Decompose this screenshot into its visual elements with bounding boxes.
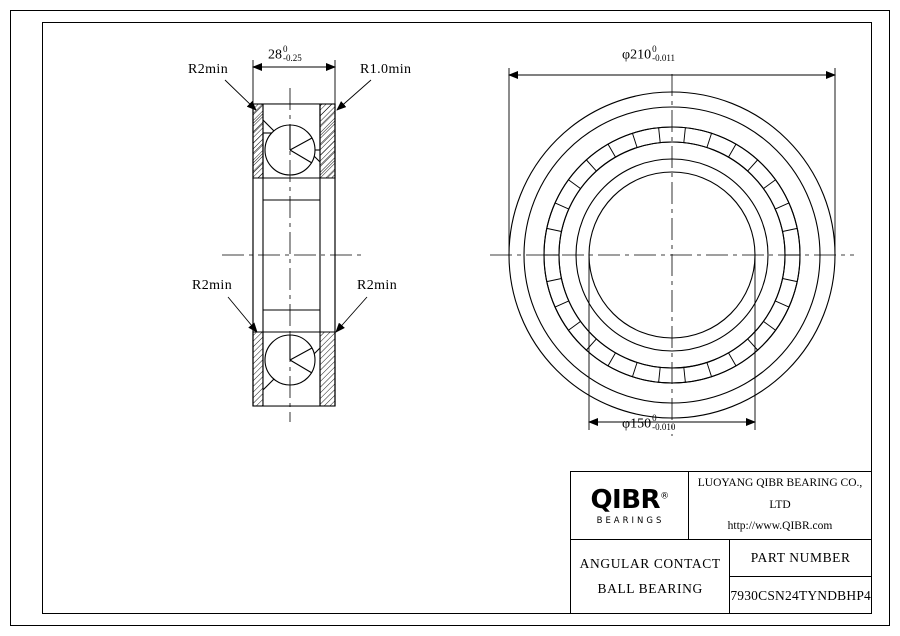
product-type-line-1: ANGULAR CONTACT	[579, 556, 721, 572]
width-nominal: 28	[268, 47, 282, 63]
callout-r2min-top-left: R2min	[188, 62, 229, 77]
bore-lower-tolerance: -0.010	[652, 422, 676, 433]
logo-subtitle: BEARINGS	[596, 516, 665, 526]
part-number-block	[730, 540, 871, 614]
company-info	[689, 473, 871, 539]
od-dimension-text	[622, 46, 675, 65]
company-website[interactable]: http://www.QIBR.com	[727, 520, 833, 533]
od-nominal: 210	[630, 47, 652, 63]
section-view	[222, 88, 366, 422]
width-upper-tolerance: 0	[283, 44, 288, 54]
company-logo	[571, 472, 689, 539]
registered-trademark-icon: ®	[660, 491, 669, 502]
callout-r2min-bottom-left: R2min	[192, 278, 233, 293]
bore-dimension-text	[622, 415, 675, 434]
od-upper-tolerance: 0	[652, 44, 657, 54]
product-type	[571, 540, 730, 614]
logo-wordmark	[590, 487, 668, 513]
logo-text: QIBR	[590, 485, 661, 515]
company-name: LUOYANG QIBR BEARING CO., LTD	[697, 476, 863, 511]
callout-r2min-bottom-right: R2min	[357, 278, 398, 293]
od-lower-tolerance: -0.011	[652, 53, 676, 64]
od-symbol: φ	[622, 47, 631, 63]
bore-nominal: 150	[630, 416, 652, 432]
width-lower-tolerance: -0.25	[283, 53, 302, 64]
width-dimension	[253, 60, 335, 104]
callout-r1min-top-right: R1.0min	[360, 62, 412, 77]
width-dimension-text	[268, 46, 302, 65]
front-view	[490, 74, 854, 436]
part-number-value: 7930CSN24TYNDBHP4	[730, 587, 871, 603]
bore-upper-tolerance: 0	[652, 413, 657, 423]
title-block-body	[571, 540, 871, 614]
product-type-line-2: BALL BEARING	[597, 581, 703, 596]
title-block-header	[571, 472, 871, 540]
title-block	[570, 471, 872, 614]
part-number-label: PART NUMBER	[730, 540, 871, 577]
bore-symbol: φ	[622, 416, 631, 432]
